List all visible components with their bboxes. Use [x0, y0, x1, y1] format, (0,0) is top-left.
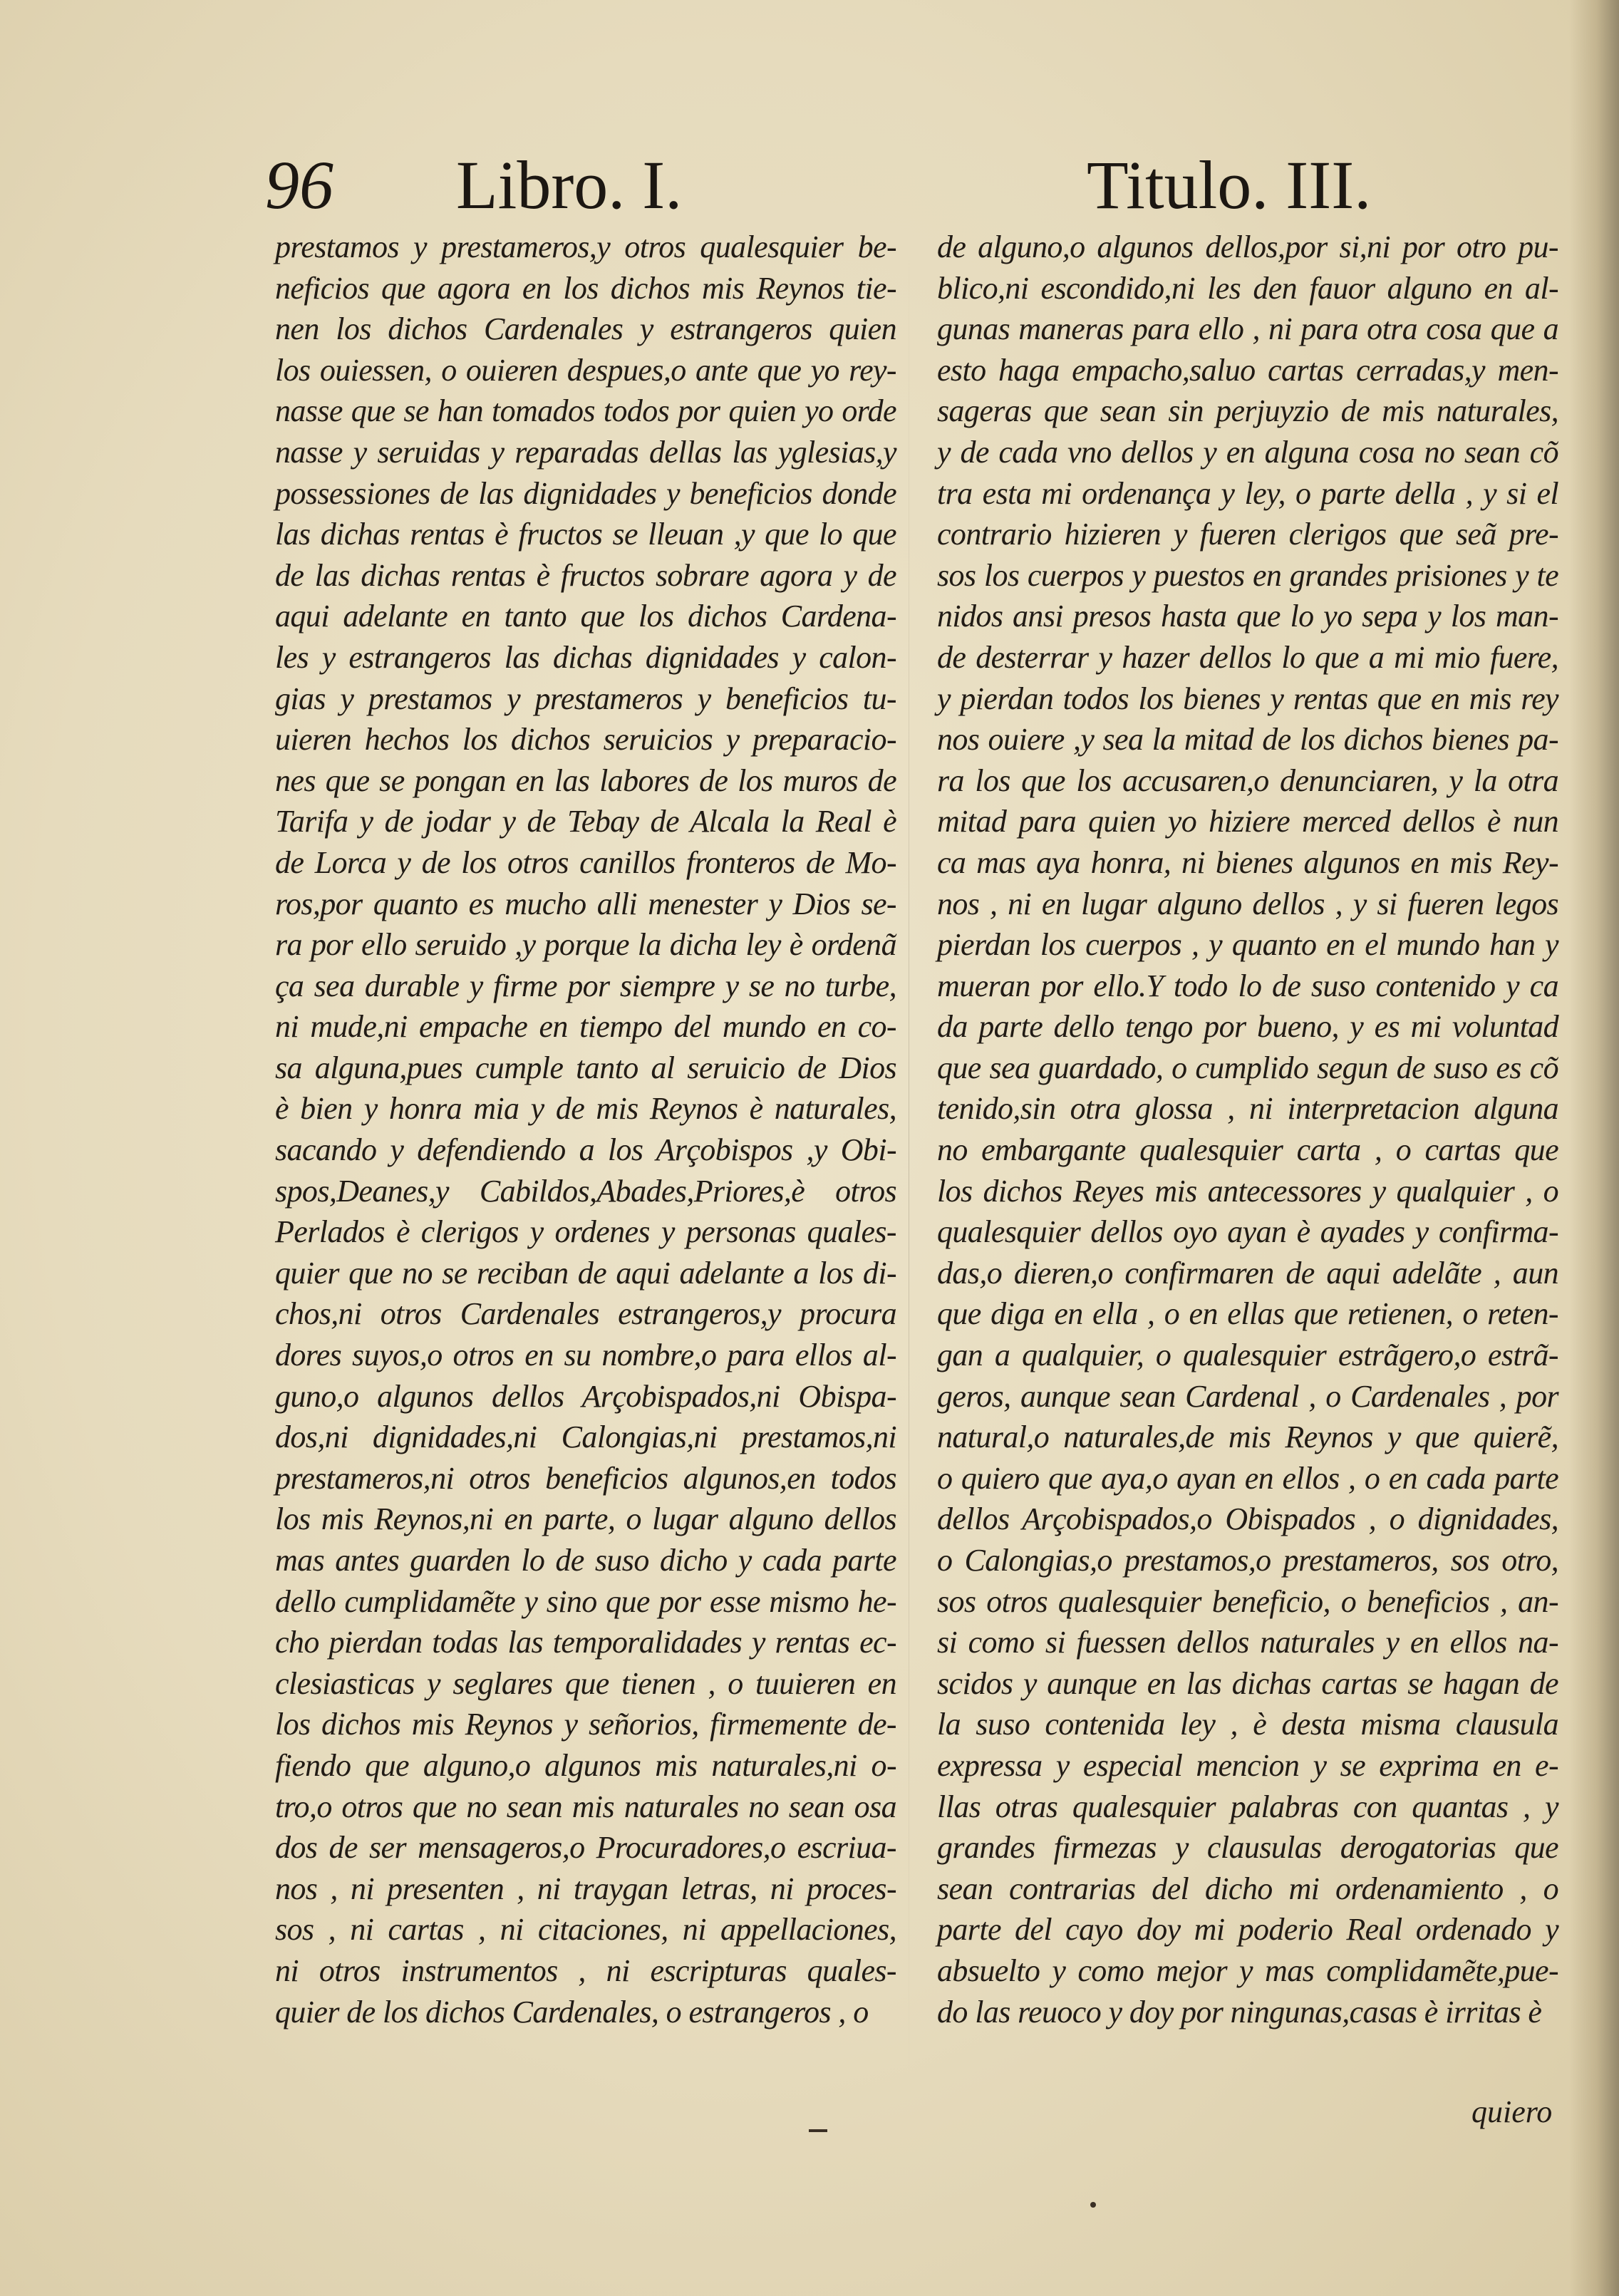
right-text-column — [937, 227, 1558, 2032]
text-line: de las dichas rentas è fructos sobrare agora y de — [275, 557, 896, 593]
text-line: dos,ni dignidades,ni Calongias,ni prestamos,ni — [275, 1420, 896, 1455]
text-line: possessiones de las dignidades y beneficios donde — [275, 475, 896, 511]
text-line: guno,o algunos dellos Arçobispados,ni Obispa- — [275, 1378, 896, 1414]
text-line: clesiasticas y seglares que tienen , o tuuieren en — [275, 1665, 896, 1701]
text-line: de desterrar y hazer dellos lo que a mi mio fuere, — [937, 639, 1558, 675]
text-line: fiendo que alguno,o algunos mis naturales,ni o- — [275, 1747, 896, 1783]
text-line: ra por ello seruido ,y porque la dicha ley è ordenã — [275, 927, 896, 963]
text-line: pierdan los cuerpos , y quanto en el mundo han y — [937, 927, 1558, 963]
text-line: gan a qualquier, o qualesquier estrãgero,o estrã- — [937, 1338, 1558, 1373]
text-line: tro,o otros que no sean mis naturales no sean osa — [275, 1789, 896, 1824]
text-line: si como si fuessen dellos naturales y en ellos na- — [937, 1625, 1558, 1660]
text-line: nasse que se han tomados todos por quien yo orde — [275, 393, 896, 429]
text-line: los ouiessen, o ouieren despues,o ante que yo rey- — [275, 352, 896, 388]
left-text-column — [275, 227, 896, 2032]
text-line: da parte dello tengo por bueno, y es mi voluntad — [937, 1009, 1558, 1045]
text-line: llas otras qualesquier palabras con quantas , y — [937, 1789, 1558, 1824]
text-line: sa alguna,pues cumple tanto al seruicio de Dios — [275, 1050, 896, 1085]
text-line: no embargante qualesquier carta , o cartas que — [937, 1132, 1558, 1168]
text-line: o Calongias,o prestamos,o prestameros, sos otro, — [937, 1543, 1558, 1578]
text-line: los dichos mis Reynos y señorios, firmemente de- — [275, 1707, 896, 1742]
text-line: geros, aunque sean Cardenal , o Cardenales , por — [937, 1378, 1558, 1414]
text-line: sacando y defendiendo a los Arçobispos ,y Obi- — [275, 1132, 896, 1168]
text-line: scidos y aunque en las dichas cartas se hagan de — [937, 1665, 1558, 1701]
text-line: grandes firmezas y clausulas derogatorias que — [937, 1830, 1558, 1866]
running-header — [0, 146, 1619, 232]
text-line: tenido,sin otra glossa , ni interpretacion alguna — [937, 1091, 1558, 1127]
text-line: que diga en ella , o en ellas que retienen, o reten- — [937, 1296, 1558, 1332]
text-line: neficios que agora en los dichos mis Reynos tie- — [275, 270, 896, 306]
text-line: los mis Reynos,ni en parte, o lugar alguno dellos — [275, 1501, 896, 1537]
text-line: las dichas rentas è fructos se lleuan ,y que lo que — [275, 517, 896, 552]
text-line: y de cada vno dellos y en alguna cosa no sean cõ — [937, 434, 1558, 470]
text-line: expressa y especial mencion y se exprima en e- — [937, 1747, 1558, 1783]
text-line: nasse y seruidas y reparadas dellas las yglesias,y — [275, 434, 896, 470]
text-line: mitad para quien yo hiziere merced dellos è nun — [937, 804, 1558, 839]
text-line: prestameros,ni otros beneficios algunos,en todos — [275, 1460, 896, 1496]
text-line: blico,ni escondido,ni les den fauor alguno en al- — [937, 270, 1558, 306]
header-title: Titulo. III. — [1087, 147, 1372, 223]
text-line: sean contrarias del dicho mi ordenamiento , o — [937, 1871, 1558, 1906]
text-line: que sea guardado, o cumplido segun de suso es cõ — [937, 1050, 1558, 1085]
text-line: cho pierdan todas las temporalidades y rentas ec- — [275, 1625, 896, 1660]
text-line: mueran por ello.Y todo lo de suso contenido y ca — [937, 968, 1558, 1003]
page-gutter-shadow — [1569, 0, 1619, 2296]
text-line: nidos ansi presos hasta que lo yo sepa y los man- — [937, 599, 1558, 634]
text-line: les y estrangeros las dichas dignidades y calon- — [275, 639, 896, 675]
text-line: das,o dieren,o confirmaren de aqui adelãte , aun — [937, 1255, 1558, 1291]
text-line: nos , ni presenten , ni traygan letras, ni proces- — [275, 1871, 896, 1906]
text-line: mas antes guarden lo de suso dicho y cada parte — [275, 1543, 896, 1578]
text-line: qualesquier dellos oyo ayan è ayades y confirma- — [937, 1214, 1558, 1250]
text-line: de Lorca y de los otros canillos fronteros de Mo- — [275, 844, 896, 880]
text-line: ca mas aya honra, ni bienes algunos en mis Rey- — [937, 844, 1558, 880]
catchword: quiero — [1471, 2094, 1553, 2129]
text-line: nes que se pongan en las labores de los muros de — [275, 762, 896, 798]
text-line: sos , ni cartas , ni citaciones, ni appellaciones, — [275, 1912, 896, 1948]
text-line: nos ouiere ,y sea la mitad de los dichos bienes pa- — [937, 722, 1558, 757]
text-line: sos los cuerpos y puestos en grandes prisiones y te — [937, 557, 1558, 593]
text-line: gias y prestamos y prestameros y beneficios tu- — [275, 681, 896, 716]
text-line: gunas maneras para ello , ni para otra cosa que a — [937, 311, 1558, 347]
text-line: y pierdan todos los bienes y rentas que en mis rey — [937, 681, 1558, 716]
text-line: prestamos y prestameros,y otros qualesquier be- — [275, 229, 896, 264]
text-line: sos otros qualesquier beneficio, o beneficios , an- — [937, 1583, 1558, 1619]
text-line: nen los dichos Cardenales y estrangeros quien — [275, 311, 896, 347]
text-line: ça sea durable y firme por siempre y se no turbe, — [275, 968, 896, 1003]
text-line: chos,ni otros Cardenales estrangeros,y procura — [275, 1296, 896, 1332]
printer-mark-dot — [1090, 2202, 1096, 2208]
text-line: Perlados è clerigos y ordenes y personas quales- — [275, 1214, 896, 1250]
text-line: natural,o naturales,de mis Reynos y que quierẽ, — [937, 1420, 1558, 1455]
text-line: de alguno,o algunos dellos,por si,ni por otro pu- — [937, 229, 1558, 264]
text-line: ra los que los accusaren,o denunciaren, y la otra — [937, 762, 1558, 798]
text-line: dellos Arçobispados,o Obispados , o dignidades, — [937, 1501, 1558, 1537]
text-line: dello cumplidamẽte y sino que por esse mismo he- — [275, 1583, 896, 1619]
text-line: spos,Deanes,y Cabildos,Abades,Priores,è otros — [275, 1173, 896, 1209]
header-book: Libro. I. — [456, 147, 683, 223]
text-line: tra esta mi ordenança y ley, o parte della , y si el — [937, 475, 1558, 511]
text-line: nos , ni en lugar alguno dellos , y si fueren legos — [937, 886, 1558, 921]
text-line: ni otros instrumentos , ni escripturas quales- — [275, 1953, 896, 1988]
text-line: dores suyos,o otros en su nombre,o para ellos al- — [275, 1338, 896, 1373]
text-line: dos de ser mensageros,o Procuradores,o escriua- — [275, 1830, 896, 1866]
text-line: parte del cayo doy mi poderio Real ordenado y — [937, 1912, 1558, 1948]
text-line: los dichos Reyes mis antecessores y qualquier , o — [937, 1173, 1558, 1209]
text-line: do las reuoco y doy por ningunas,casas è irritas è — [937, 1994, 1542, 2029]
text-line: quier que no se reciban de aqui adelante a los di- — [275, 1255, 896, 1291]
text-line: ros,por quanto es mucho alli menester y Dios se- — [275, 886, 896, 921]
text-line: quier de los dichos Cardenales, o estrangeros , o — [275, 1994, 869, 2029]
text-line: ni mude,ni empache en tiempo del mundo en co- — [275, 1009, 896, 1045]
printer-mark-dash — [809, 2129, 827, 2132]
page-number: 96 — [265, 147, 333, 223]
text-line: la suso contenida ley , è desta misma clausula — [937, 1707, 1558, 1742]
text-line: absuelto y como mejor y mas complidamẽte,pue- — [937, 1953, 1558, 1988]
text-line: esto haga empacho,saluo cartas cerradas,y men- — [937, 352, 1558, 388]
text-line: Tarifa y de jodar y de Tebay de Alcala la Real è — [275, 804, 896, 839]
text-line: aqui adelante en tanto que los dichos Cardena- — [275, 599, 896, 634]
text-line: contrario hizieren y fueren clerigos que seã pre- — [937, 517, 1558, 552]
text-line: è bien y honra mia y de mis Reynos è naturales, — [275, 1091, 896, 1127]
text-line: uieren hechos los dichos seruicios y preparacio- — [275, 722, 896, 757]
text-line: o quiero que aya,o ayan en ellos , o en cada parte — [937, 1460, 1558, 1496]
text-line: sageras que sean sin perjuyzio de mis naturales, — [937, 393, 1558, 429]
